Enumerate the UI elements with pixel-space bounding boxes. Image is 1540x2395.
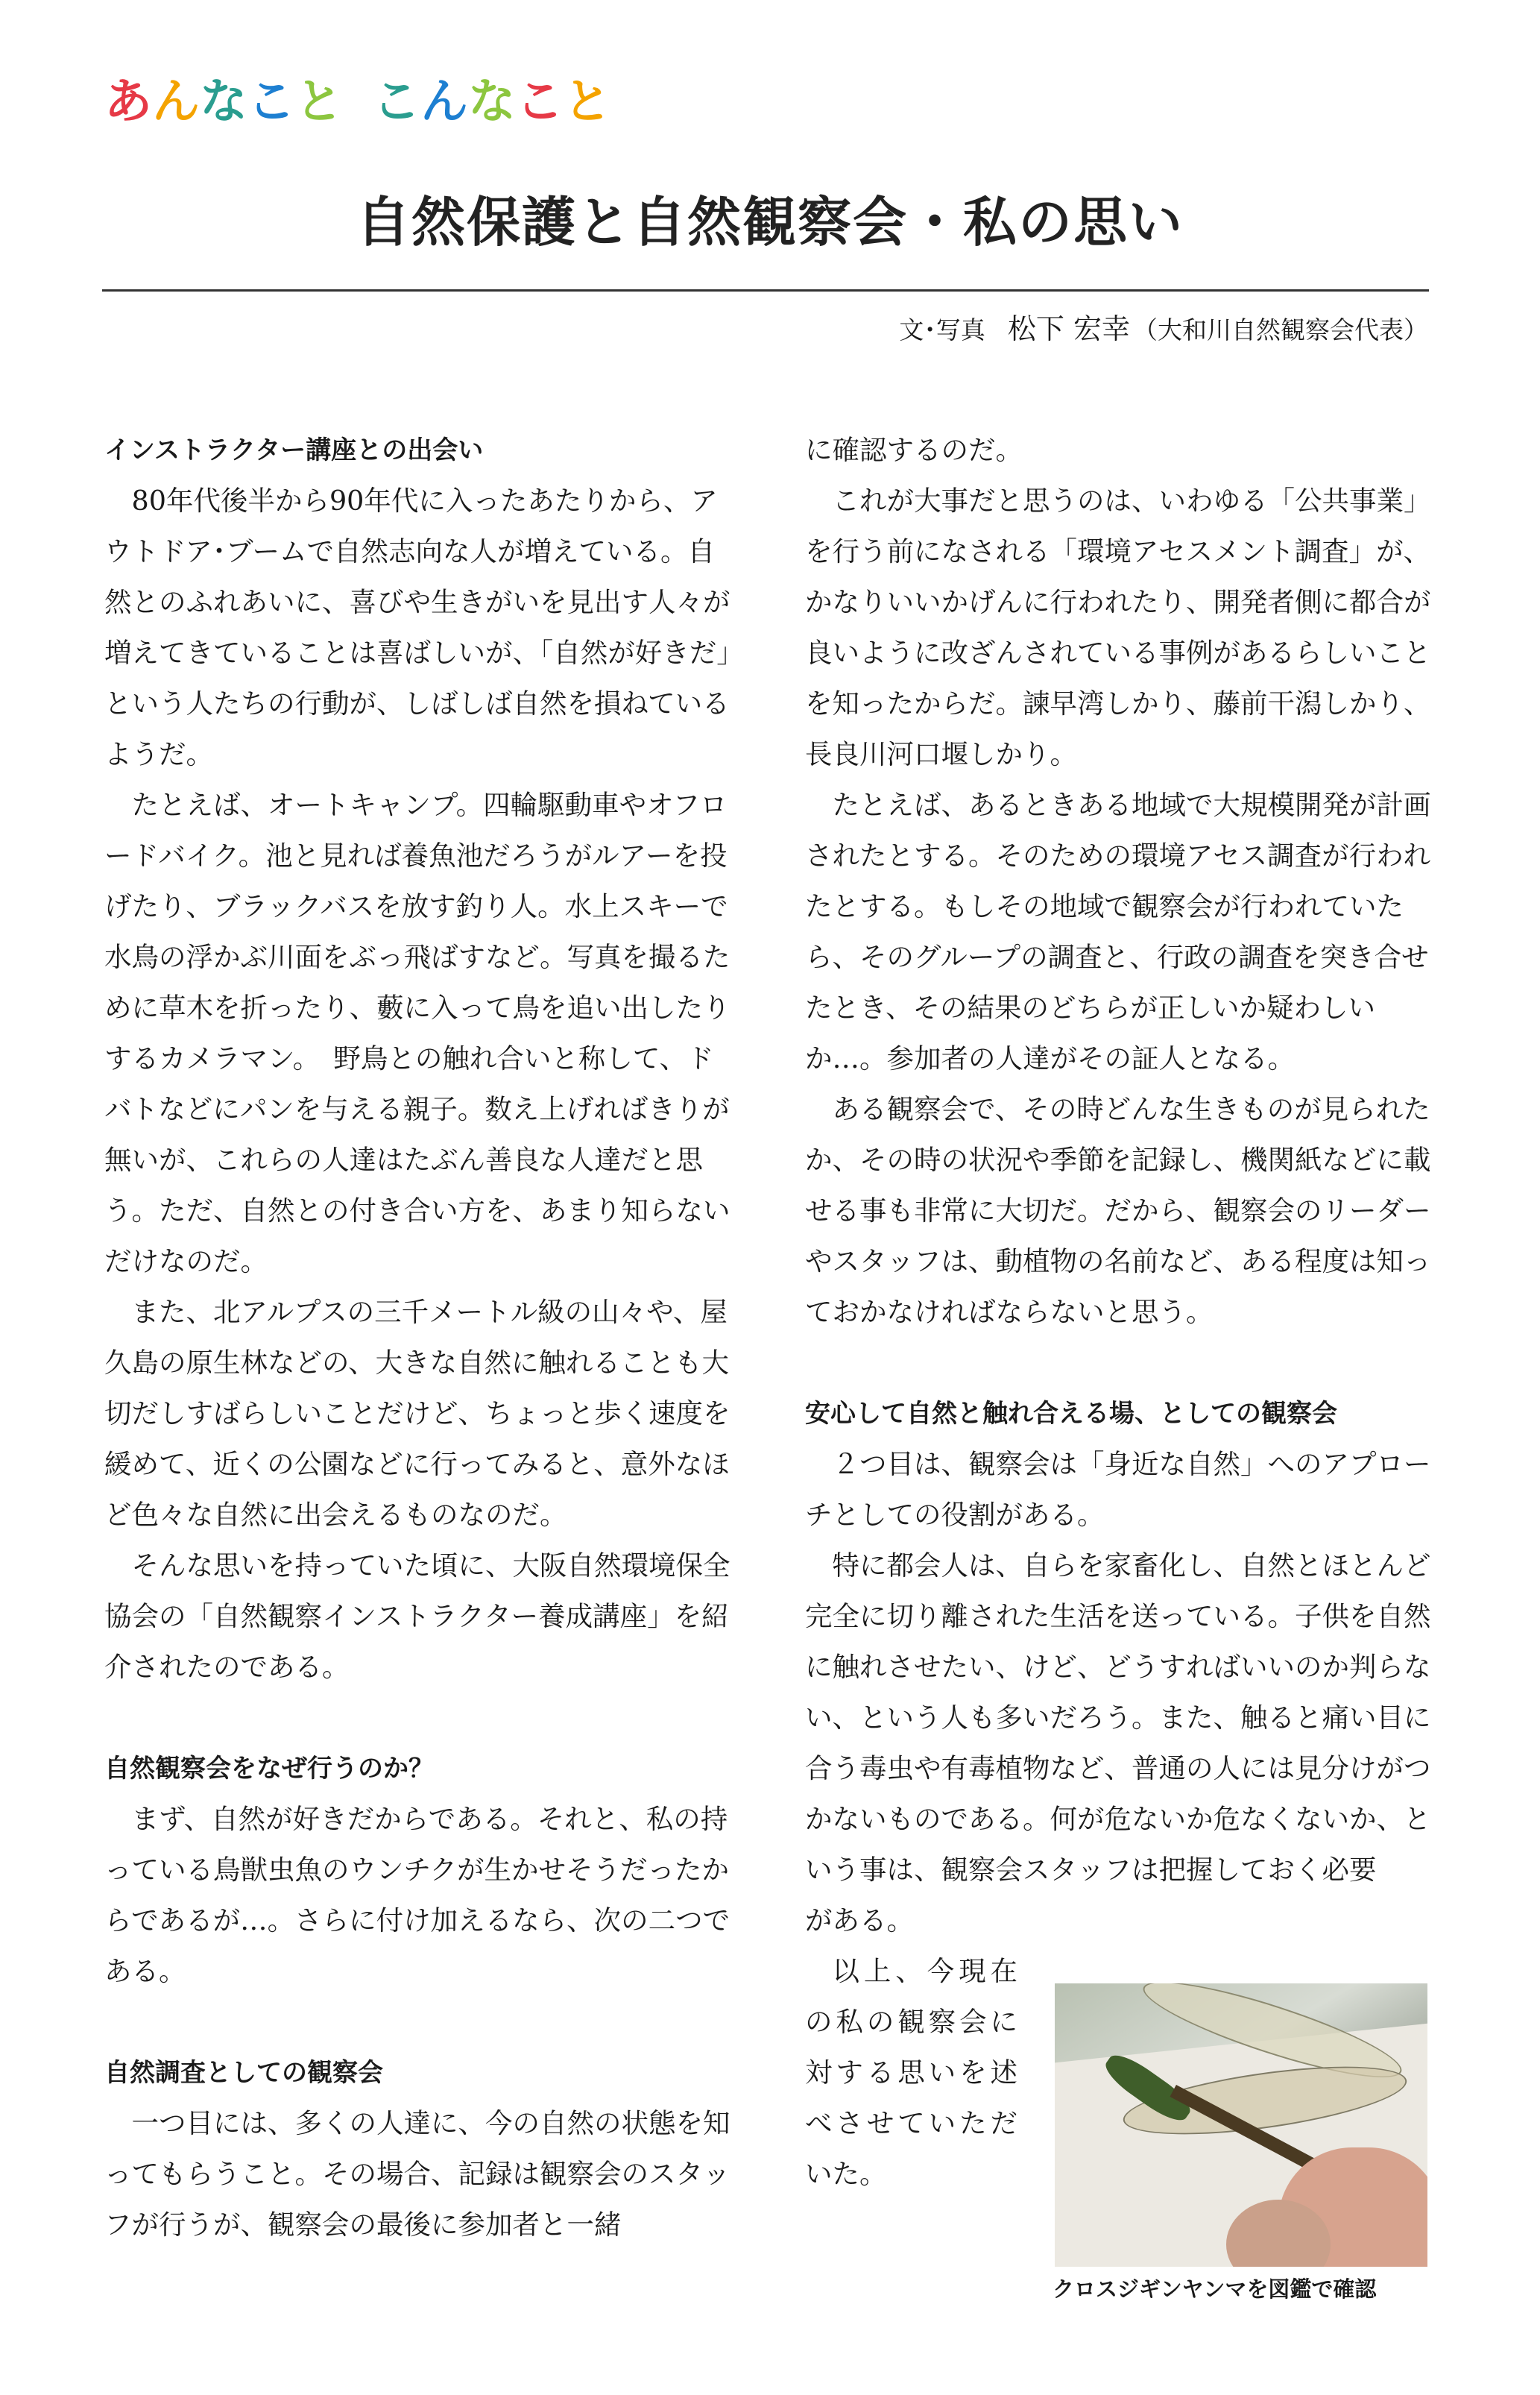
series-logo xyxy=(104,69,611,136)
article-title: 自然保護と自然観察会・私の思い xyxy=(356,191,1184,254)
right-column xyxy=(805,425,1439,2200)
section-heading-instructor: インストラクター講座との出会い xyxy=(104,435,484,465)
logo-part2: こんなこと xyxy=(373,75,611,130)
photo-caption: クロスジギンヤンマを図鑑で確認 xyxy=(1053,2276,1377,2302)
author-affiliation: （大和川自然観察会代表） xyxy=(1133,315,1428,344)
paragraph: がある。 xyxy=(805,1904,914,1936)
section-heading-survey: 自然調査としての観察会 xyxy=(104,2058,383,2088)
dragonfly-photo xyxy=(1055,1983,1427,2267)
paragraph: 以上、今現在の私の観察会に対する思いを述べさせていただいた。 xyxy=(805,1955,1017,2190)
paragraph: そんな思いを持っていた頃に、大阪自然環境保全協会の「自然観察インストラクター養成講座」を紹介されたのである。 xyxy=(104,1549,730,1683)
byline xyxy=(899,306,1428,347)
paragraph: これが大事だと思うのは、いわゆる「公共事業」を行う前になされる「環境アセスメント調査」が、かなりいいかげんに行われたり、開発者側に都合が良いように改ざんされている事例があるらしいことを知ったからだ。諫早湾しかり、藤前干潟しかり、長良川河口堰しかり。 xyxy=(805,485,1431,770)
paragraph: ある観察会で、その時どんな生きものが見られたか、その時の状況や季節を記録し、機関紙などに載せる事も非常に大切だ。だから、観察会のリーダーやスタッフは、動植物の名前など、ある程度は知っておかなければならないと思う。 xyxy=(805,1093,1431,1328)
paragraph: また、北アルプスの三千メートル級の山々や、屋久島の原生林などの、大きな自然に触れることも大切だしすばらしいことだけど、ちょっと歩く速度を緩めて、近くの公園などに行ってみると、意外なほど色々な自然に出会えるものなのだ。 xyxy=(104,1296,730,1531)
section-heading-why: 自然観察会をなぜ行うのか？ xyxy=(104,1754,434,1784)
logo-part1: あんなこと xyxy=(104,75,343,130)
paragraph: 80年代後半から90年代に入ったあたりから、アウトドア･ブームで自然志向な人が増えている。自然とのふれあいに、喜びや生きがいを見出す人々が増えてきていることは喜ばしいが、「自然が好きだ」という人たちの行動が、しばしば自然を損ねているようだ。 xyxy=(104,485,730,770)
paragraph: 一つ目には、多くの人達に、今の自然の状態を知ってもらうこと。その場合、記録は観察会のスタッフが行うが、観察会の最後に参加者と一緒 xyxy=(104,2107,730,2241)
paragraph: たとえば、オートキャンプ。四輪駆動車やオフロードバイク。池と見れば養魚池だろうがルアーを投げたり、ブラックバスを放す釣り人。水上スキーで水鳥の浮かぶ川面をぶっ飛ばすなど。写真を撮るために草木を折ったり、藪に入って鳥を追い出したりするカメラマン。 野鳥との触れ合いと称して、ドバトなどにパンを与える親子。数え上げればきりが無いが、これらの人達はたぶん善良な人達だと思う。ただ、自然との付き合い方を、あまり知らないだけなのだ。 xyxy=(104,789,730,1277)
paragraph: に確認するのだ。 xyxy=(805,434,1023,466)
author-name: 松下 宏幸 xyxy=(1007,312,1130,345)
byline-label: 文･写真 xyxy=(899,315,985,344)
paragraph: まず、自然が好きだからである。それと、私の持っている鳥獣虫魚のウンチクが生かせそうだったからであるが…。さらに付け加えるなら、次の二つである。 xyxy=(104,1803,730,1987)
paragraph: ２つ目は、観察会は「身近な自然」へのアプローチとしての役割がある。 xyxy=(805,1448,1431,1531)
paragraph: 特に都会人は、自らを家畜化し、自然とほとんど完全に切り離された生活を送っている。子供を自然に触れさせたい、けど、どうすればいいのか判らない、という人も多いだろう。また、触ると痛い目に合う毒虫や有毒植物など、普通の人には見分けがつかないものである。何が危ないか危なくないか、という事は、観察会スタッフは把握しておく必要 xyxy=(805,1549,1431,1886)
left-column xyxy=(104,425,738,2250)
paragraph: たとえば、あるときある地域で大規模開発が計画されたとする。そのための環境アセス調査が行われたとする。もしその地域で観察会が行われていたら、そのグループの調査と、行政の調査を突き合せたとき、その結果のどちらが正しいか疑わしいか…。参加者の人達がその証人となる。 xyxy=(805,789,1431,1074)
title-divider xyxy=(102,289,1429,292)
section-heading-safe-place: 安心して自然と触れ合える場、としての観察会 xyxy=(805,1399,1337,1429)
